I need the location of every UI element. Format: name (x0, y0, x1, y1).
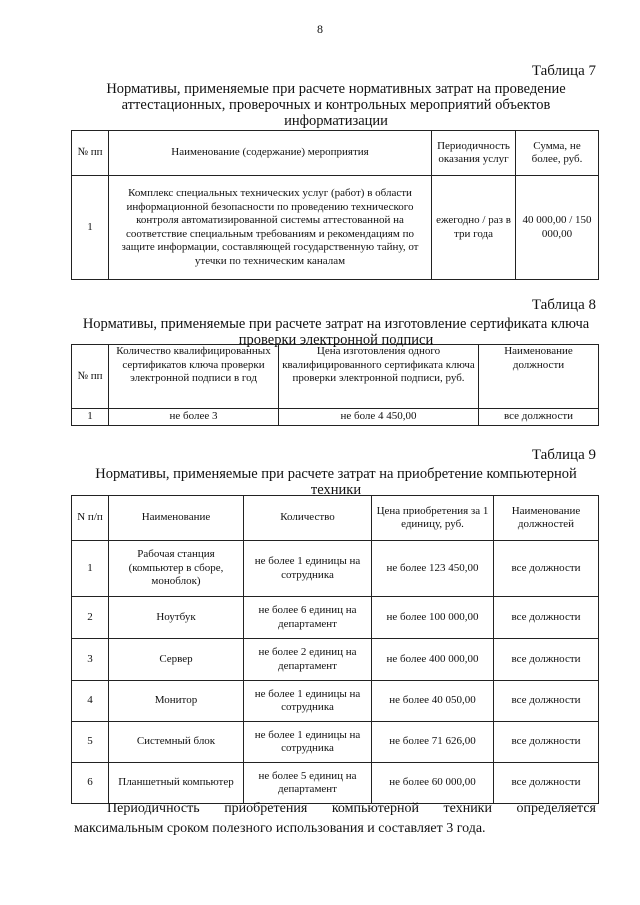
header-cell: Цена изготовления одного квалифицированного сертификата ключа проверки электронной подписи, руб. (279, 345, 479, 409)
table-cell: все должности (494, 763, 599, 804)
table-row (72, 176, 599, 280)
table-cell: Ноутбук (109, 597, 244, 639)
table-header-row (72, 496, 599, 541)
table-header-row (72, 345, 599, 409)
table-cell: не более 123 450,00 (372, 541, 494, 597)
table-cell: 1 (72, 409, 109, 426)
table-cell: не более 40 050,00 (372, 681, 494, 722)
header-cell: Цена приобретения за 1 единицу, руб. (372, 496, 494, 541)
table-row (72, 597, 599, 639)
table-cell: 4 (72, 681, 109, 722)
table-cell: все должности (494, 541, 599, 597)
table8-caption: Таблица 8 (531, 297, 596, 313)
table-cell: Системный блок (109, 722, 244, 763)
table-row (72, 722, 599, 763)
table-cell: не более 100 000,00 (372, 597, 494, 639)
table8 (71, 344, 599, 426)
table-cell: 3 (72, 639, 109, 681)
table-cell: не более 400 000,00 (372, 639, 494, 681)
table-cell: Планшетный компьютер (109, 763, 244, 804)
table-cell: не боле 4 450,00 (279, 409, 479, 426)
table-cell: Сервер (109, 639, 244, 681)
header-cell: Сумма, не более, руб. (516, 131, 599, 176)
table-cell: все должности (494, 597, 599, 639)
table-cell: не более 1 единицы на сотрудника (244, 722, 372, 763)
table-cell: не более 3 (109, 409, 279, 426)
header-cell: Наименование должностей (494, 496, 599, 541)
page-number: 8 (317, 22, 323, 36)
table-cell: не более 2 единиц на департамент (244, 639, 372, 681)
table-cell: не более 5 единиц на департамент (244, 763, 372, 804)
table8-title: Нормативы, применяемые при расчете затрат на изготовление сертификата ключа проверки электронной подписи (82, 316, 590, 348)
table-cell: не более 60 000,00 (372, 763, 494, 804)
table-row (72, 541, 599, 597)
table-cell: 1 (72, 541, 109, 597)
table-header-row (72, 131, 599, 176)
table-cell: 5 (72, 722, 109, 763)
header-cell: Наименование (содержание) мероприятия (109, 131, 432, 176)
header-cell: N п/п (72, 496, 109, 541)
table-cell: 1 (72, 176, 109, 280)
table9-title: Нормативы, применяемые при расчете затрат на приобретение компьютерной техники (95, 466, 577, 498)
header-cell: Количество квалифицированных сертификатов ключа проверки электронной подписи в год (109, 345, 279, 409)
table-row (72, 681, 599, 722)
header-cell: № пп (72, 345, 109, 409)
table-cell: не более 6 единиц на департамент (244, 597, 372, 639)
header-cell: № пп (72, 131, 109, 176)
header-cell: Наименование (109, 496, 244, 541)
table9 (71, 495, 599, 804)
header-cell: Периодичность оказания услуг (432, 131, 516, 176)
header-cell: Количество (244, 496, 372, 541)
header-cell: Наименование должности (479, 345, 599, 409)
table7-title: Нормативы, применяемые при расчете нормативных затрат на проведение аттестационных, проверочных и контрольных мероприятий объектов информатизации (106, 81, 566, 129)
table-cell: не более 71 626,00 (372, 722, 494, 763)
table-row (72, 763, 599, 804)
table-cell: не более 1 единицы на сотрудника (244, 541, 372, 597)
table-row (72, 409, 599, 426)
table-cell: все должности (494, 681, 599, 722)
table-cell: Монитор (109, 681, 244, 722)
table-cell: Рабочая станция (компьютер в сборе, моноблок) (109, 541, 244, 597)
table-cell: Комплекс специальных технических услуг (работ) в области информационной безопасности по проведению технического контроля автоматизированной системы аттестованной на соответствие специальным требованиям и рекомендациям по защите информации, составляющей государственную тайну, от утечки по техническим каналам (109, 176, 432, 280)
table7 (71, 130, 599, 280)
table-cell: все должности (479, 409, 599, 426)
table-cell: 2 (72, 597, 109, 639)
table-cell: все должности (494, 722, 599, 763)
table-cell: 40 000,00 / 150 000,00 (516, 176, 599, 280)
table-cell: все должности (494, 639, 599, 681)
table-cell: 6 (72, 763, 109, 804)
table-cell: ежегодно / раз в три года (432, 176, 516, 280)
table7-caption: Таблица 7 (531, 63, 596, 79)
footer-paragraph: Периодичность приобретения компьютерной техники определяется максимальным сроком полезного использования и составляет 3 года. (74, 801, 596, 836)
table-cell: не более 1 единицы на сотрудника (244, 681, 372, 722)
table9-caption: Таблица 9 (531, 447, 596, 463)
table-row (72, 639, 599, 681)
